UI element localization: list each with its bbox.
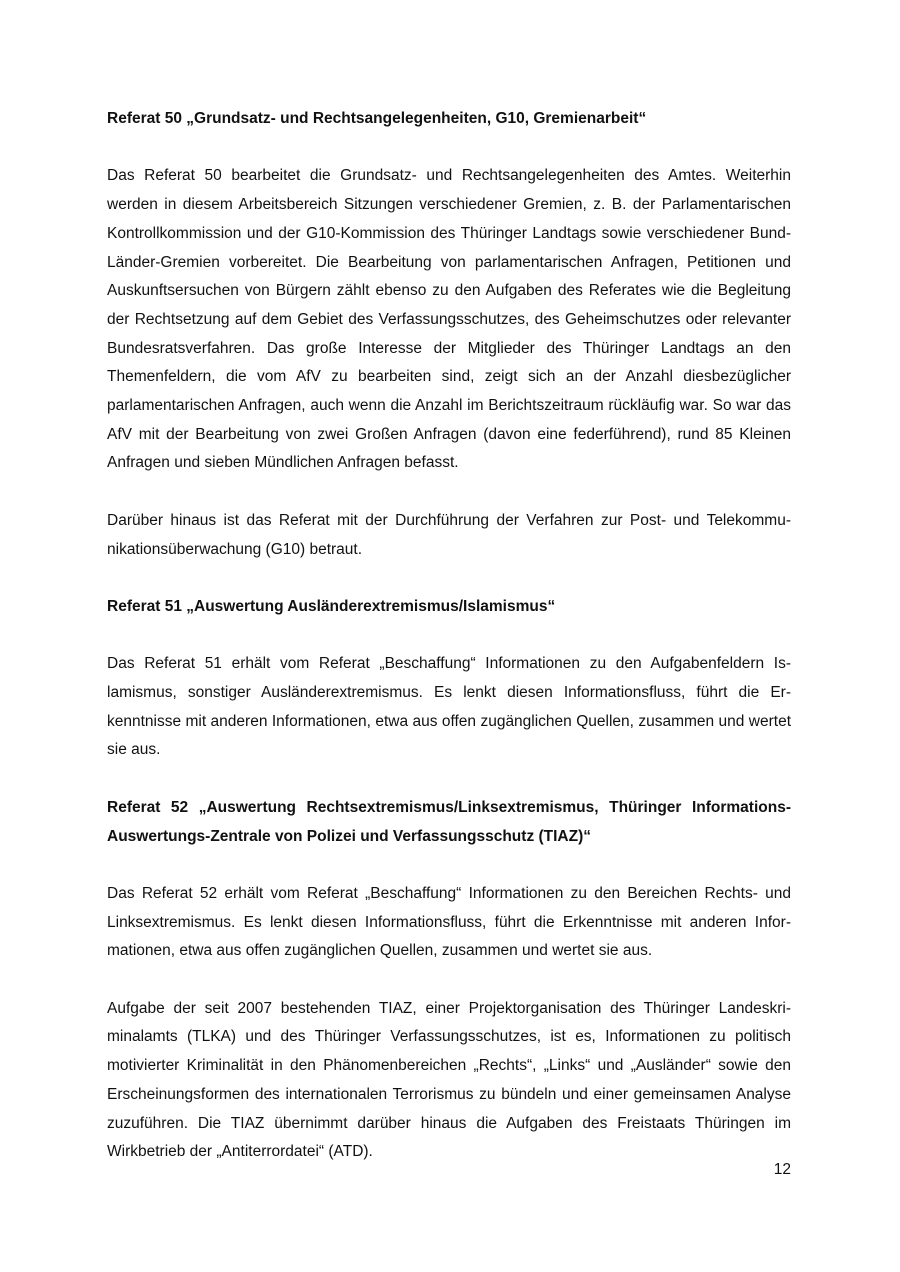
- section-heading-referat-50: Referat 50 „Grundsatz- und Rechtsangelegenheiten, G10, Gremienarbeit“: [107, 110, 647, 127]
- page-content: [107, 105, 791, 1167]
- paragraph-referat-51-description: Das Referat 51 erhält vom Referat „Beschaffung“ Informationen zu den Aufgabenfeldern Islamismus, sonstiger Ausländerextremismus. Es lenkt diesen Informationsfluss, führt die Erkenntnisse mit anderen Informationen, etwa aus offen zugänglichen Quellen, zusammen und wertet sie aus.: [107, 655, 791, 759]
- paragraph-referat-52-tiaz: Aufgabe der seit 2007 bestehenden TIAZ, einer Projektorganisation des Thüringer Landeskriminalamts (TLKA) und des Thüringer Verfassungsschutzes, ist es, Informationen zu politisch motivierter Kriminalität in den Phänomenbereichen „Rechts“, „Links“ und „Ausländer“ sowie den Erscheinungsformen des internationalen Terrorismus zu bündeln und einer gemeinsamen Analyse zuzuführen. Die TIAZ übernimmt darüber hinaus die Aufgaben des Freistaats Thüringen im Wirkbetrieb der „Antiterrordatei“ (ATD).: [107, 999, 791, 1161]
- paragraph-referat-52-description: Das Referat 52 erhält vom Referat „Beschaffung“ Informationen zu den Bereichen Rechts- und Linksextremismus. Es lenkt diesen Informationsfluss, führt die Erkenntnisse mit anderen Informationen, etwa aus offen zugänglichen Quellen, zusammen und wertet sie aus.: [107, 884, 791, 960]
- page-number: 12: [773, 1161, 791, 1178]
- paragraph-referat-50-description: Das Referat 50 bearbeitet die Grundsatz- und Rechtsangelegenheiten des Amtes. Weiterhin werden in diesem Arbeitsbereich Sitzungen verschiedener Gremien, z. B. der Parlamentarischen Kontrollkommission und der G10-Kommission des Thüringer Landtags sowie verschiedener Bund-Länder-Gremien vorbereitet. Die Bearbeitung von parlamentarischen Anfragen, Petitionen und Auskunftsersuchen von Bürgern zählt ebenso zu den Aufgaben des Referates wie die Begleitung der Rechtsetzung auf dem Gebiet des Verfassungsschutzes, des Geheimschutzes oder relevanter Bundesratsverfahren. Das große Interesse der Mitglieder des Thüringer Landtags an den Themenfeldern, die vom AfV zu bearbeiten sind, zeigt sich an der Anzahl diesbezüglicher parlamentarischen Anfragen, auch wenn die Anzahl im Berichtszeitraum rückläufig war. So war das AfV mit der Bearbeitung von zwei Großen Anfragen (davon eine federführend), rund 85 Kleinen Anfragen und sieben Mündlichen Anfragen befasst.: [107, 167, 791, 472]
- section-heading-referat-52: Referat 52 „Auswertung Rechtsextremismus/Linksextremismus, Thüringer Informations-Auswertungs-Zentrale von Polizei und Verfassungsschutz (TIAZ)“: [107, 798, 791, 845]
- paragraph-referat-50-g10: Darüber hinaus ist das Referat mit der Durchführung der Verfahren zur Post- und Telekommunikationsüberwachung (G10) betraut.: [107, 511, 791, 558]
- section-heading-referat-51: Referat 51 „Auswertung Ausländerextremismus/Islamismus“: [107, 597, 556, 615]
